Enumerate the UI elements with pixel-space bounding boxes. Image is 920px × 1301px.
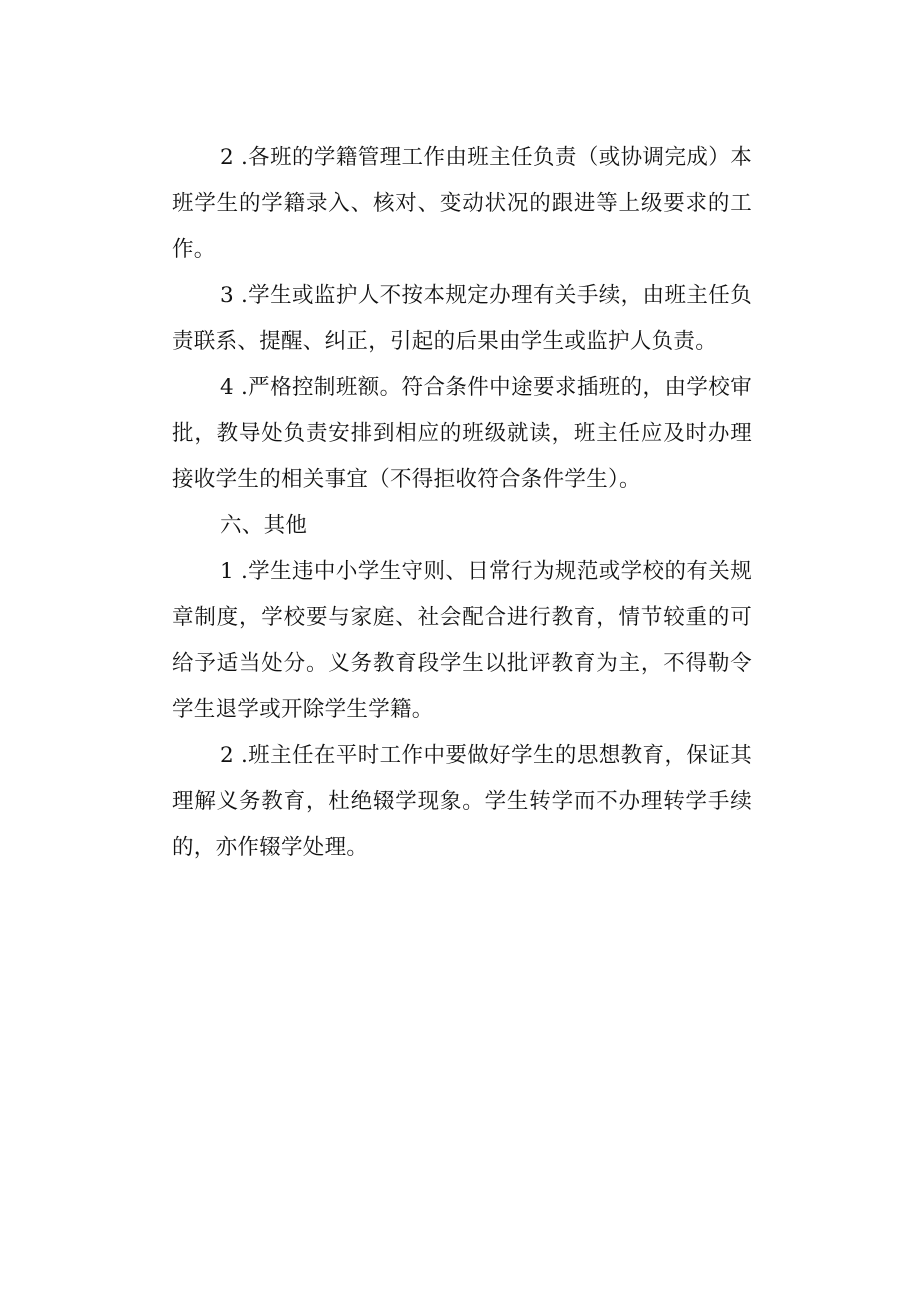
paragraph-text: .学生违中小学生守则、日常行为规范或学校的有关规章制度，学校要与家庭、社会配合进行教育，情节较重的可给予适当处分。义务教育段学生以批评教育为主，不得勒令学生退学或开除学生学籍。 [172, 559, 752, 722]
paragraph-number: 3 [220, 283, 234, 308]
paragraph-item-2 [172, 135, 752, 273]
paragraph-number: 4 [220, 375, 234, 400]
paragraph-item-3 [172, 273, 752, 365]
paragraph-text: .学生或监护人不按本规定办理有关手续，由班主任负责联系、提醒、纠正，引起的后果由学生或监护人负责。 [172, 283, 752, 354]
section-heading: 六、其他 [220, 513, 308, 538]
paragraph-number: 2 [220, 743, 234, 768]
paragraph-text: .各班的学籍管理工作由班主任负责（或协调完成）本班学生的学籍录入、核对、变动状况的跟进等上级要求的工作。 [172, 145, 752, 262]
paragraph-item-4 [172, 365, 752, 503]
section-paragraph-item-2 [172, 733, 752, 871]
document-body [172, 135, 752, 871]
paragraph-number: 1 [220, 559, 234, 584]
paragraph-number: 2 [220, 145, 234, 170]
paragraph-text: .班主任在平时工作中要做好学生的思想教育，保证其理解义务教育，杜绝辍学现象。学生转学而不办理转学手续的，亦作辍学处理。 [172, 743, 752, 860]
section-paragraph-item-1 [172, 549, 752, 733]
paragraph-text: .严格控制班额。符合条件中途要求插班的，由学校审批，教导处负责安排到相应的班级就读，班主任应及时办理接收学生的相关事宜（不得拒收符合条件学生）。 [172, 375, 752, 492]
